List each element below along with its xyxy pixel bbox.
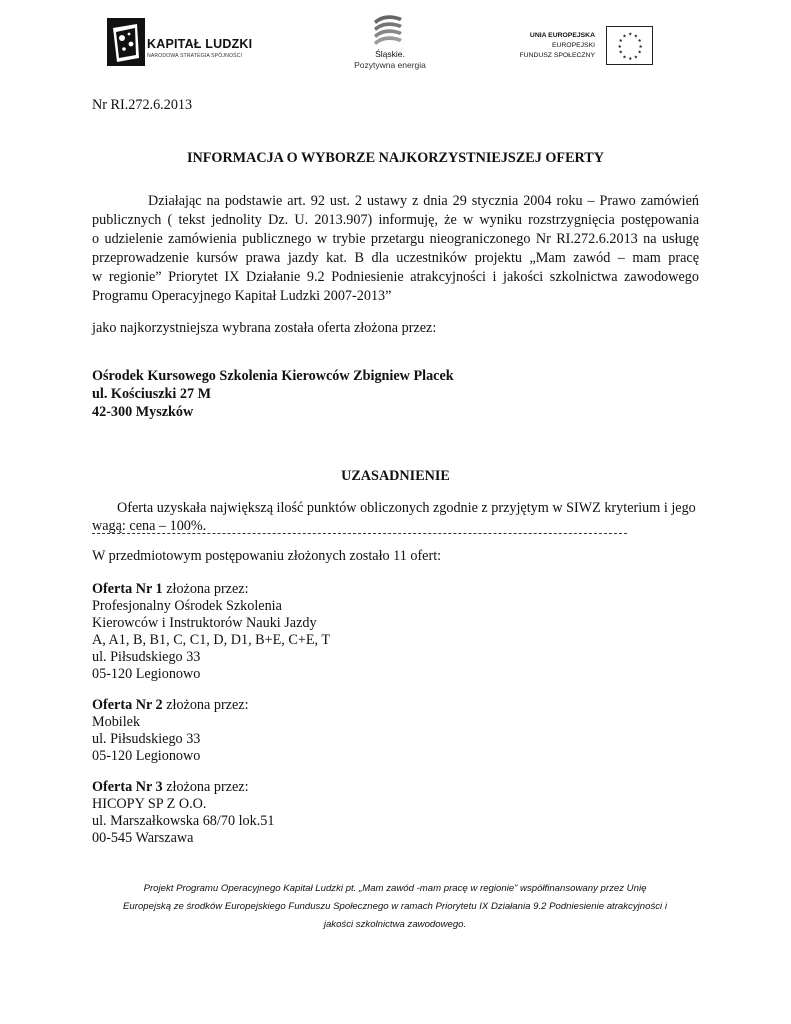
- eu-flag-icon: [606, 26, 653, 65]
- intro-line: o udzielenie zamówienia publicznego w trybie przetargu nieograniczonego Nr RI.272.6.2013 na usługę: [92, 231, 699, 247]
- justification-heading: UZASADNIENIE: [341, 468, 450, 484]
- justification-line: wagą: cena – 100%.: [92, 518, 207, 534]
- winner-city: 42-300 Myszków: [92, 404, 194, 420]
- svg-text:★: ★: [633, 55, 639, 61]
- justification-line: Oferta uzyskała największą ilość punktów obliczonych zgodnie z przyjętym w SIWZ kryterium i jego: [117, 500, 696, 516]
- offer-line: Mobilek: [92, 714, 141, 730]
- offer-header: [92, 697, 249, 714]
- offer-line: 00-545 Warszawa: [92, 830, 194, 846]
- kapital-ludzki-title: KAPITAŁ LUDZKI: [147, 37, 253, 51]
- footer-line: Europejską ze środków Europejskiego Funduszu Społecznego w ramach Priorytetu IX Działania 9.2 Podniesienie atrakcyjności i: [123, 901, 667, 912]
- svg-text:★: ★: [628, 57, 633, 63]
- offer-label: Oferta Nr 2: [92, 697, 163, 713]
- svg-text:★: ★: [618, 50, 623, 56]
- dashed-separator: [92, 533, 627, 542]
- offer-line: 05-120 Legionowo: [92, 666, 201, 682]
- svg-text:★: ★: [637, 39, 642, 45]
- slaskie-swoosh-icon: [370, 12, 406, 46]
- svg-text:★: ★: [622, 55, 627, 61]
- offer-submitted-by: złożona przez:: [166, 697, 249, 713]
- svg-text:★: ★: [618, 39, 623, 45]
- intro-line: w regionie” Priorytet IX Działanie 9.2 Podniesienie atrakcyjności i jakości szkolnictwa zawodowego: [92, 269, 699, 285]
- footer-line: Projekt Programu Operacyjnego Kapitał Ludzki pt. „Mam zawód -mam pracę w regionie” współfinansowany przez Unię: [143, 883, 647, 894]
- offer-line: ul. Marszałkowska 68/70 lok.51: [92, 813, 275, 829]
- slaskie-logo: [350, 12, 430, 70]
- offer-line: HICOPY SP Z O.O.: [92, 796, 207, 812]
- offers-count: W przedmiotowym postępowaniu złożonych zostało 11 ofert:: [92, 548, 442, 564]
- document-title: INFORMACJA O WYBORZE NAJKORZYSTNIEJSZEJ OFERTY: [186, 150, 605, 166]
- offer-submitted-by: złożona przez:: [166, 581, 249, 597]
- intro-line: Programu Operacyjnego Kapitał Ludzki 2007-2013”: [92, 288, 392, 304]
- kapital-ludzki-subtitle: NARODOWA STRATEGIA SPÓJNOŚCI: [147, 53, 243, 59]
- unia-europejska-logo: [515, 26, 655, 68]
- intro-line: Działając na podstawie art. 92 ust. 2 ustawy z dnia 29 stycznia 2004 roku – Prawo zamówień: [148, 193, 699, 209]
- intro-line: przeprowadzenie kursów prawa jazdy kat. B dla uczestników projektu „Mam zawód – mam pracę: [92, 250, 699, 266]
- offer-submitted-by: złożona przez:: [166, 779, 249, 795]
- offer-label: Oferta Nr 1: [92, 581, 163, 597]
- offer-line: ul. Piłsudskiego 33: [92, 731, 201, 747]
- svg-text:★: ★: [617, 44, 622, 50]
- offer-header: [92, 581, 249, 598]
- offer-line: Kierowców i Instruktorów Nauki Jazdy: [92, 615, 317, 631]
- svg-text:★: ★: [638, 44, 643, 50]
- ue-line-2: EUROPEJSKI: [551, 42, 595, 49]
- offer-line: ul. Piłsudskiego 33: [92, 649, 201, 665]
- offer-header: [92, 779, 249, 796]
- kapital-ludzki-logo: [107, 18, 257, 68]
- offer-line: 05-120 Legionowo: [92, 748, 201, 764]
- intro-line: publicznych ( tekst jednolity Dz. U. 2013.907) informuję, że w wyniku rozstrzygnięcia postępowania: [92, 212, 699, 228]
- slaskie-name: Śląskie.: [375, 49, 405, 59]
- offer-line: A, A1, B, B1, C, C1, D, D1, B+E, C+E, T: [92, 632, 331, 648]
- selected-intro: jako najkorzystniejsza wybrana została oferta złożona przez:: [92, 320, 437, 336]
- svg-text:★: ★: [637, 50, 642, 56]
- offer-label: Oferta Nr 3: [92, 779, 163, 795]
- svg-text:★: ★: [633, 34, 639, 40]
- document-reference: Nr RI.272.6.2013: [92, 97, 193, 113]
- footer-line: jakości szkolnictwa zawodowego.: [323, 919, 467, 930]
- winner-street: ul. Kościuszki 27 M: [92, 386, 212, 402]
- ue-line-3: FUNDUSZ SPOŁECZNY: [519, 52, 595, 59]
- winner-name: Ośrodek Kursowego Szkolenia Kierowców Zbigniew Placek: [92, 368, 454, 384]
- ue-line-1: UNIA EUROPEJSKA: [529, 32, 595, 39]
- svg-text:★: ★: [628, 32, 633, 38]
- svg-text:★: ★: [622, 34, 627, 40]
- kapital-ludzki-emblem-icon: [107, 18, 145, 66]
- offer-line: Profesjonalny Ośrodek Szkolenia: [92, 598, 282, 614]
- slaskie-tagline: Pozytywna energia: [354, 60, 426, 70]
